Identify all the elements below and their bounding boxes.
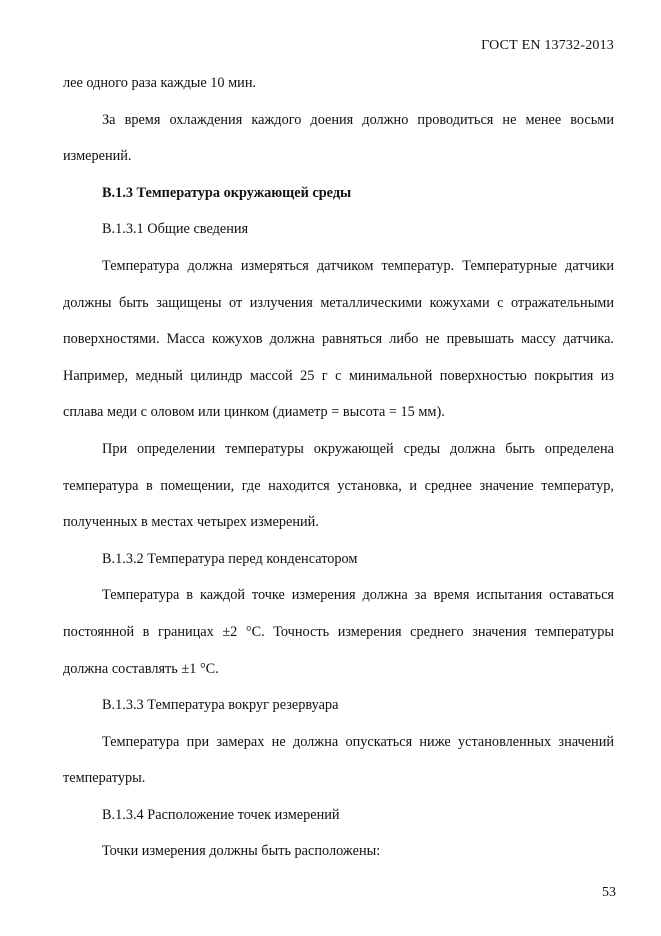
paragraph-continuation: лее одного раза каждые 10 мин. xyxy=(63,75,257,91)
section-heading-b13: В.1.3 Температура окружающей среды xyxy=(102,184,352,201)
document-body xyxy=(63,65,614,870)
paragraph-condenser-temperature: Температура в каждой точке измерения должна за время испытания оставаться постоянной в границах ±2 °С. Точность измерения среднего значения температуры должна составлять ±1 °С. xyxy=(63,587,614,677)
section-heading-b131: В.1.3.1 Общие сведения xyxy=(102,221,249,238)
paragraph-temperature-sensor: Температура должна измеряться датчиком температур. Температурные датчики должны быть защищены от излучения металлическими кожухами с отражательными поверхностями. Масса кожухов должна равняться либо не превышать массу датчика. Например, медный цилиндр массой 25 г с минимальной поверхностью покрытия из сплава меди с оловом или цинком (диаметр = высота = 15 мм). xyxy=(63,257,614,421)
section-heading-b132: В.1.3.2 Температура перед конденсатором xyxy=(102,550,358,567)
paragraph-cooling-measurements: За время охлаждения каждого доения должно проводиться не менее восьми измерений. xyxy=(63,111,614,165)
document-code-header: ГОСТ EN 13732-2013 xyxy=(481,38,614,53)
paragraph-measurement-points: Точки измерения должны быть расположены: xyxy=(102,843,381,860)
page-number: 53 xyxy=(602,885,616,900)
paragraph-tank-temperature: Температура при замерах не должна опускаться ниже установленных значений температуры. xyxy=(63,733,614,787)
section-heading-b133: В.1.3.3 Температура вокруг резервуара xyxy=(102,697,339,714)
paragraph-ambient-temperature: При определении температуры окружающей среды должна быть определена температура в помещении, где находится установка, и среднее значение температур, полученных в местах четырех измерений. xyxy=(63,440,614,531)
section-heading-b134: В.1.3.4 Расположение точек измерений xyxy=(102,806,340,823)
